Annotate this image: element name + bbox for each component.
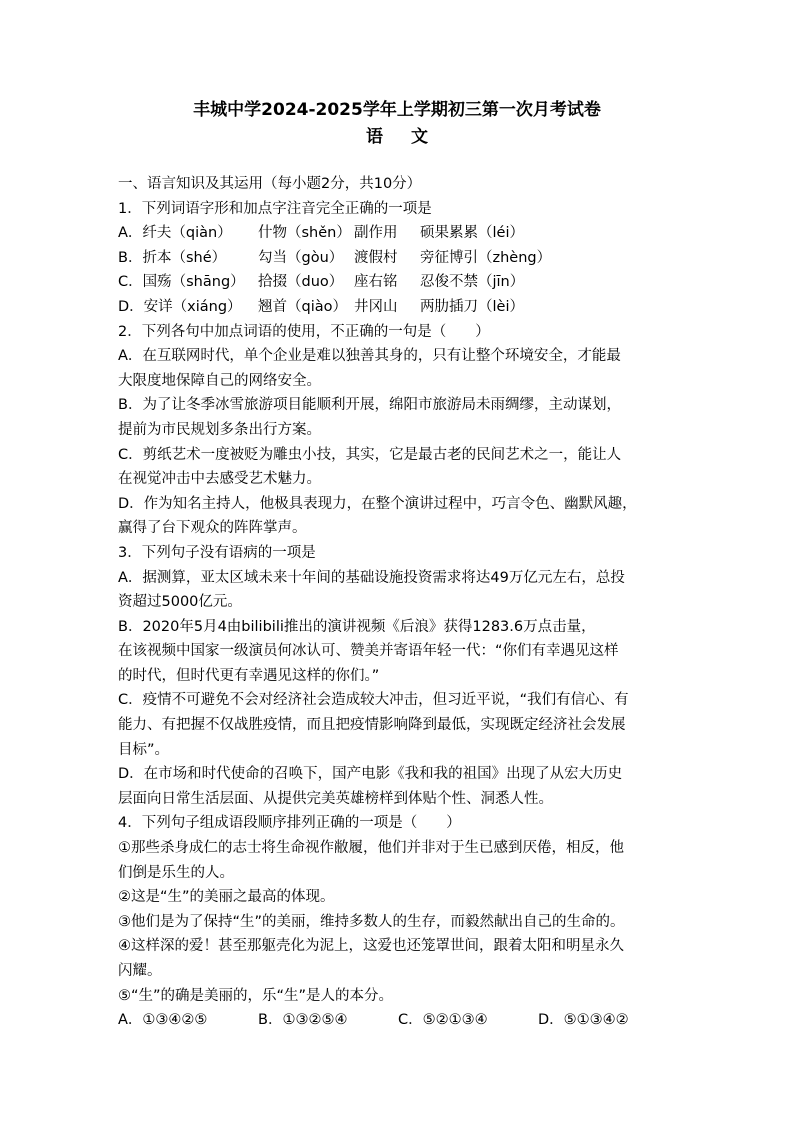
question-4-sentence-2: ②这是“生”的美丽之最高的体现。: [118, 889, 335, 906]
option-part: 旁征博引（zhèng）: [420, 249, 552, 266]
question-4-sentence-4-line-2: 闪耀。: [118, 963, 162, 979]
option-part: 两肋插刀（lèi）: [420, 298, 524, 315]
subject-title: [0, 124, 794, 150]
question-4-sentence-3: ③他们是为了保持“生”的美丽，维持多数人的生存，而毅然献出自己的生命的。: [118, 913, 625, 930]
question-1-option-a: [118, 221, 680, 246]
question-3-option-c-line-1: C．疫情不可避免不会对经济社会造成较大冲击，但习近平说，“我们有信心、有: [118, 692, 629, 709]
question-1-stem: 1．下列词语字形和加点字注音完全正确的一项是: [118, 200, 432, 217]
question-3-option-d-line-2: 层面向日常生活层面、从提供完美英雄榜样到体贴个性、洞悉人性。: [118, 790, 553, 807]
question-3-option-b-line-2: 在该视频中国家一级演员何冰认可、赞美并寄语年轻一代：“你们有幸遇见这样: [118, 643, 619, 660]
question-2-option-c-line-1: C．剪纸艺术一度被贬为雕虫小技，其实，它是最古老的民间艺术之一，能让人: [118, 446, 622, 463]
question-4-stem: 4．下列句子组成语段顺序排列正确的一项是（ ）: [118, 815, 461, 832]
option-part: 座右铭: [354, 274, 398, 291]
question-4-choice-b: B．①③②⑤④: [258, 1012, 348, 1029]
question-2-option-a-line-1: A．在互联网时代，单个企业是难以独善其身的，只有让整个环境安全，才能最: [118, 348, 621, 365]
question-1-option-c: [118, 270, 680, 295]
question-3-option-b-line-1: B．2020年5月4由bilibili推出的演讲视频《后浪》获得1283.6万点击量，: [118, 618, 596, 635]
question-2-option-a-line-2: 大限度地保障自己的网络安全。: [118, 372, 321, 389]
subject-char-1: 语: [366, 127, 383, 147]
question-3-option-c-line-3: 目标”。: [118, 741, 170, 758]
question-4-sentence-1-line-2: 们倒是乐生的人。: [118, 864, 234, 881]
question-3-option-a-line-1: A．据测算，亚太区域未来十年间的基础设施投资需求将达49万亿元左右，总投: [118, 569, 625, 586]
question-2-option-b-line-1: B．为了让冬季冰雪旅游项目能顺利开展，绵阳市旅游局未雨绸缪，主动谋划，: [118, 397, 621, 414]
option-part: 渡假村: [354, 249, 398, 266]
question-2-stem: 2．下列各句中加点词语的使用，不正确的一句是（ ）: [118, 323, 490, 340]
option-part: 拾掇（duo）: [258, 274, 344, 291]
question-3-option-c-line-2: 能力、有把握不仅战胜疫情，而且把疫情影响降到最低，实现既定经济社会发展: [118, 717, 626, 734]
question-2-option-c-line-2: 在视觉冲击中去感受艺术魅力。: [118, 471, 321, 488]
question-2-option-b-line-2: 提前为市民规划多条出行方案。: [118, 421, 321, 438]
question-1-option-b: [118, 246, 680, 271]
question-3-stem: 3．下列句子没有语病的一项是: [118, 544, 316, 561]
question-2-option-d-line-1: D．作为知名主持人，他极具表现力，在整个演讲过程中，巧言令色、幽默风趣，: [118, 495, 637, 512]
option-part: B．折本（shé）: [118, 249, 227, 266]
question-4-choice-a: A．①③④②⑤: [118, 1012, 208, 1029]
question-4-choice-c: C．⑤②①③④: [398, 1012, 488, 1029]
subject-char-2: 文: [411, 127, 428, 147]
exam-content: [118, 172, 680, 1033]
question-4-choice-d: D．⑤①③④②: [538, 1012, 629, 1029]
question-3-option-d-line-1: D．在市场和时代使命的召唤下，国产电影《我和我的祖国》出现了从宏大历史: [118, 766, 623, 783]
option-part: A．纤夫（qiàn）: [118, 225, 232, 242]
option-part: 什物（shěn）: [258, 225, 351, 242]
option-part: 井冈山: [354, 298, 398, 315]
option-part: 勾当（gòu）: [258, 249, 344, 266]
exam-header: [0, 98, 794, 150]
question-3-option-a-line-2: 资超过5000亿元。: [118, 594, 242, 611]
option-part: 硕果累累（léi）: [420, 225, 524, 242]
option-part: 忍俊不禁（jīn）: [420, 274, 525, 291]
question-4-sentence-4-line-1: ④这样深的爱！甚至那躯壳化为泥上，这爱也还笼罩世间，跟着太阳和明星永久: [118, 938, 624, 955]
option-part: C．国殇（shāng）: [118, 274, 245, 291]
question-2-option-d-line-2: 赢得了台下观众的阵阵掌声。: [118, 520, 307, 537]
option-part: 翘首（qiào）: [258, 298, 347, 315]
exam-title: 丰城中学2024-2025学年上学期初三第一次月考试卷: [193, 100, 601, 120]
question-4-choices: [118, 1008, 680, 1033]
section-heading: 一、语言知识及其运用（每小题2分，共10分）: [118, 176, 422, 192]
question-3-option-b-line-3: 的时代，但时代更有幸遇见这样的你们。”: [118, 667, 380, 684]
question-4-sentence-1-line-1: ①那些杀身成仁的志士将生命视作敝履，他们并非对于生已感到厌倦，相反，他: [118, 840, 624, 857]
question-4-sentence-5: ⑤“生”的确是美丽的，乐“生”是人的本分。: [118, 987, 394, 1004]
option-part: D．安详（xiáng）: [118, 298, 242, 315]
option-part: 副作用: [354, 225, 398, 242]
question-1-option-d: [118, 295, 680, 320]
